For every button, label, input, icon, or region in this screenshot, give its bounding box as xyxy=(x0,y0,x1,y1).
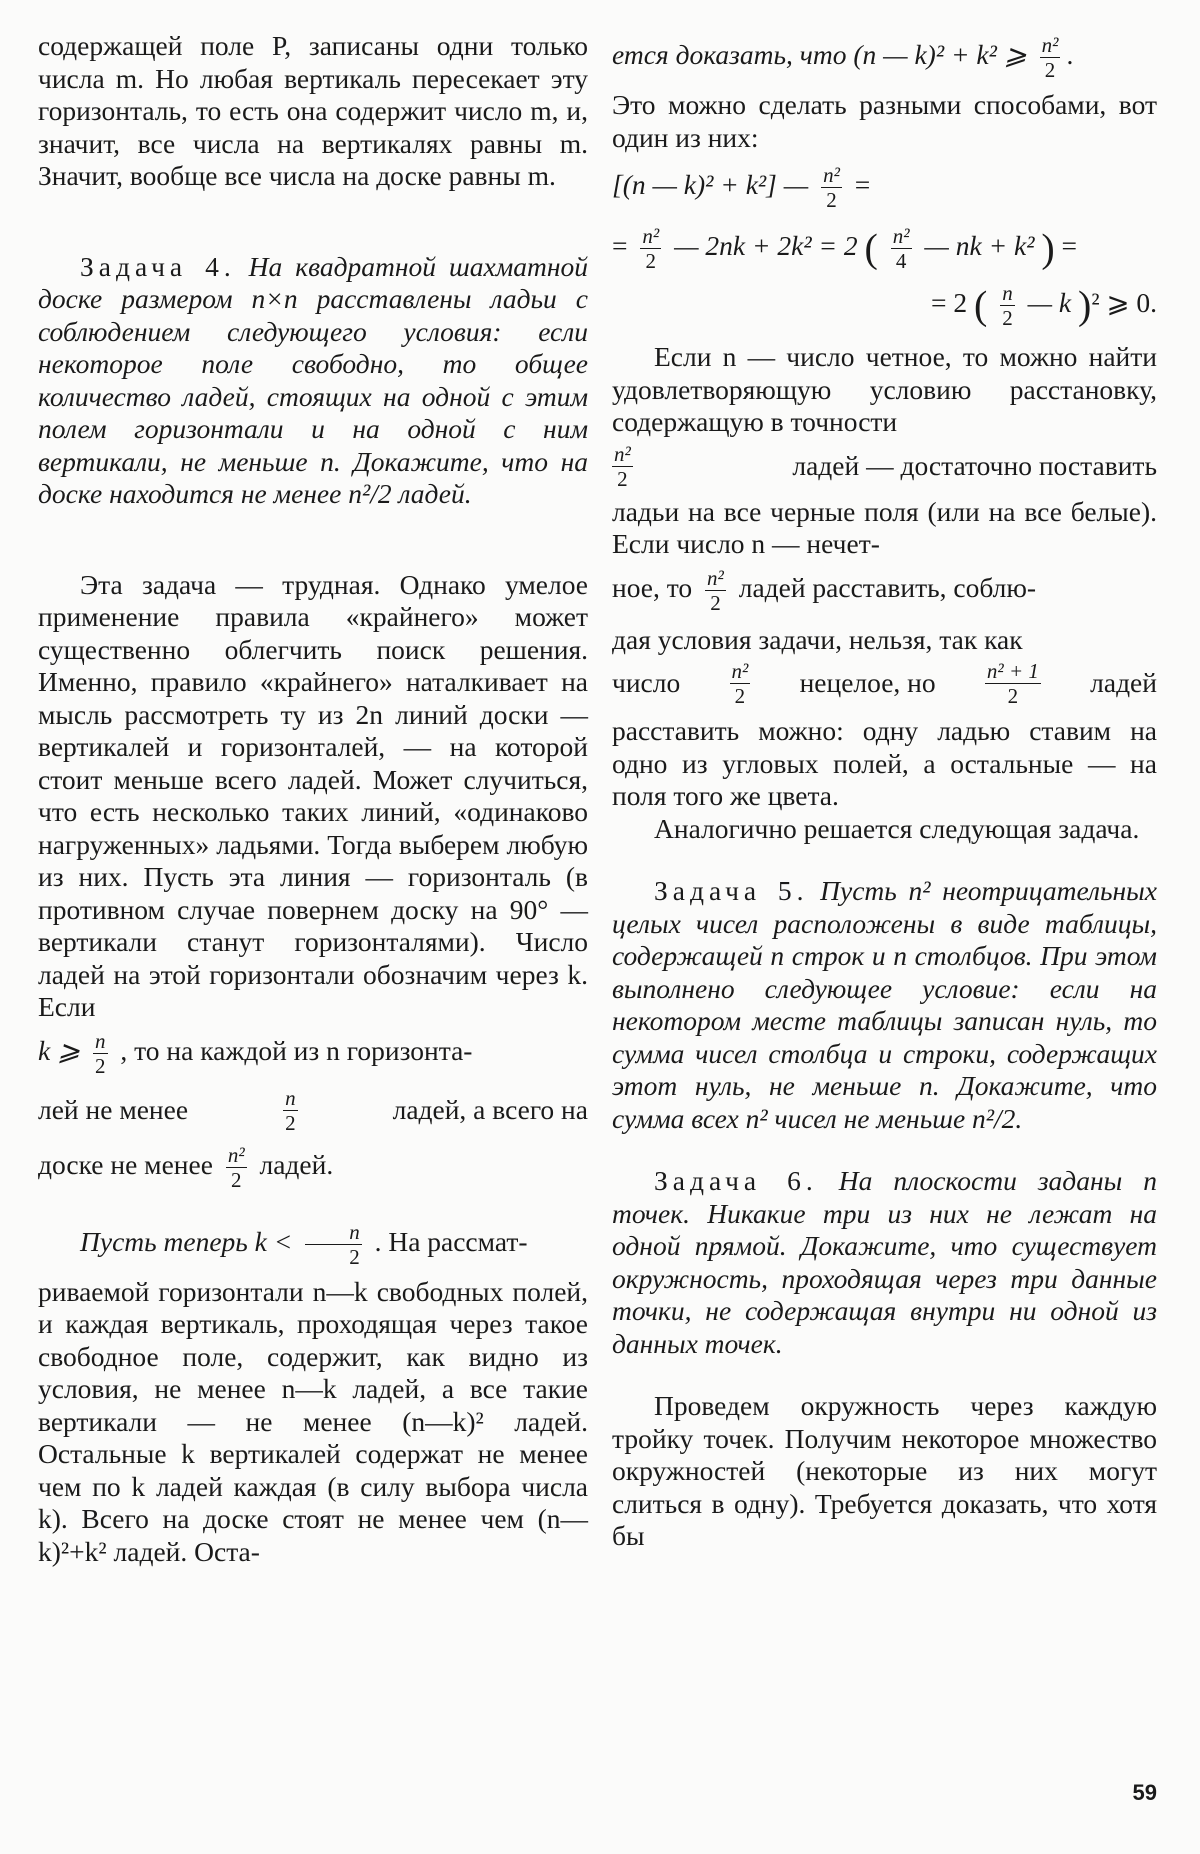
odd-case-line-3: число $\frac{\text{n²}}{2}$ нецелое, но $\frac{\text{n² + 1}}{2}$ ладей xyxy=(612,659,1157,708)
continuation-line: ется доказать, что (n — k)² + k² ⩾ $\frac{\text{n²}}{2}$ . xyxy=(612,33,1074,82)
equation-3: = 2 ( $\frac{n}{2}$ — k )² ⩾ 0. xyxy=(930,281,1157,330)
left-column xyxy=(38,30,588,1568)
close-paren: ) xyxy=(1078,282,1092,328)
condition-line-1: k ⩾ $\frac{n}{2}$ , то на каждой из n горизонта- xyxy=(38,1028,473,1078)
odd-case-cont: расставить можно: одну ладью ставим на одно из угловых полей, а остальные — на поля того же цвета. xyxy=(612,715,1157,811)
solution-paragraph-1: Эта задача — трудная. Однако умелое применение правила «крайнего» может существенно облегчить поиск решения. Именно, правило «крайнего» наталкивает на мысль рассмотреть ту из 2n линий доски — вертикалей и горизонталей, — на которой стоит меньше всего ладей. Может случиться, что есть несколько таких линий, «одинаково нагруженных» ладьями. Тогда выберем любую из них. Пусть эта линия — горизонталь (в противном случае повернем доску на 90° — вертикали станут горизонталями). Число ладей на этой горизонтали обозначим через k. Если xyxy=(38,568,588,1022)
task-6-text: На плоскости заданы n точек. Никакие три из них не лежат на одной прямой. Докажите, что существует окружность, проходящая через три данные точки, не содержащая внутри ни одной из данных точек. xyxy=(612,1165,1157,1359)
odd-case-line-1: ное, то $\frac{\text{n²}}{2}$ ладей расставить, соблю- xyxy=(612,565,1037,615)
fraction-n2-over-4: $\frac{\text{n²}}{4}$ xyxy=(892,224,910,273)
even-case-line: $\frac{\text{n²}}{2}$ ладей — достаточно поставить xyxy=(614,441,1157,491)
fraction-n-over-2: $\frac{n}{2}$ xyxy=(305,1221,362,1268)
fraction-n2-over-2: $\frac{\text{n²}}{2}$ xyxy=(1041,33,1059,82)
fraction-n2-over-2: $\frac{\text{n²}}{2}$ xyxy=(614,441,631,491)
condition-line-3: доске не менее $\frac{\text{n²}}{2}$ ладей. xyxy=(38,1142,334,1192)
even-case-cont: ладьи на все черные поля (или на все белые). Если число n — нечет- xyxy=(612,495,1157,559)
fraction-n-over-2: $\frac{n}{2}$ xyxy=(95,1028,106,1078)
condition-line-2: лей не менее $\frac{n}{2}$ ладей, а всего на xyxy=(38,1085,588,1135)
fraction-n2-over-2: $\frac{\text{n²}}{2}$ xyxy=(823,163,840,212)
task-4-label: Задача 4. xyxy=(80,250,236,282)
task-4 xyxy=(38,251,588,511)
open-paren: ( xyxy=(864,225,878,271)
condition-line-4: Пусть теперь k < $\frac{n}{2}$ . На рассмат- xyxy=(80,1219,528,1269)
task-6 xyxy=(612,1165,1157,1360)
right-column xyxy=(612,30,1157,1553)
fraction-n2-over-2: $\frac{\text{n²}}{2}$ xyxy=(707,565,724,615)
method-intro: Это можно сделать разными способами, вот один из них: xyxy=(612,89,1157,153)
fraction-n2-over-2: $\frac{\text{n²}}{2}$ xyxy=(731,659,749,708)
task-5-label: Задача 5. xyxy=(654,875,809,906)
analog-sentence: Аналогично решается следующая задача. xyxy=(654,812,1140,844)
solution-paragraph-2: риваемой горизонтали n—k свободных полей, и каждая вертикаль, проходящая через такое свободное поле, содержит, как видно из условия, не менее n—k ладей, а все такие вертикали — не менее (n—k)² ладей. Остальные k вертикалей содержат не менее чем по k ладей каждая (в силу выбора числа k). Всего на доске стоят не менее чем (n—k)²+k² ладей. Оста- xyxy=(38,1275,588,1567)
equation-1: [(n — k)² + k²] — $\frac{\text{n²}}{2}$ = xyxy=(612,163,871,212)
page-number: 59 xyxy=(1132,1780,1157,1805)
close-paren: ) xyxy=(1041,225,1055,271)
fraction-n2-over-2: $\frac{\text{n²}}{2}$ xyxy=(642,224,660,273)
task-6-label: Задача 6. xyxy=(654,1165,818,1196)
final-paragraph: Проведем окружность через каждую тройку точек. Получим некоторое множество окружностей (некоторые из них могут слиться в одну). Требуется доказать, что хотя бы xyxy=(612,1390,1157,1551)
task-5 xyxy=(612,875,1157,1135)
task-4-text: На квадратной шахматной доске размером n×n расставлены ладьи с соблюдением следующего условия: если некоторое поле свободно, то общее количество ладей, стоящих на одной с этим полем горизонтали и на одной с ним вертикали, не меньше n. Докажите, что на доске находится не менее n²/2 ладей. xyxy=(38,250,588,509)
fraction-n2-over-2: $\frac{\text{n²}}{2}$ xyxy=(227,1142,245,1192)
fraction-n-over-2: $\frac{n}{2}$ xyxy=(285,1085,296,1135)
equation-2: = $\frac{\text{n²}}{2}$ — 2nk + 2k² = 2 ( $\frac{\text{n²}}{4}$ — nk + k² ) = xyxy=(612,224,1078,273)
even-case: Если n — число четное, то можно найти удовлетворяющую условию расстановку, содержащую в точности xyxy=(612,341,1157,437)
intro-paragraph: содержащей поле P, записаны одни только числа m. Но любая вертикаль пересекает эту горизонталь, то есть она содержит число m, и, значит, все числа на вертикалях равны m. Значит, вообще все числа на доске равны m. xyxy=(38,30,588,191)
fraction-n2p1-over-2: $\frac{\text{n² + 1}}{2}$ xyxy=(986,659,1039,708)
task-5-text: Пусть n² неотрицательных целых чисел расположены в виде таблицы, содержащей n строк и n столбцов. При этом выполнено следующее условие: если на некотором месте таблицы записан нуль, то сумма чисел столбца и строки, содержащих этот нуль, не меньше n. Докажите, что сумма всех n² чисел не меньше n²/2. xyxy=(612,875,1157,1134)
odd-case-line-2: дая условия задачи, нельзя, так как xyxy=(612,623,1023,655)
fraction-n-over-2: $\frac{n}{2}$ xyxy=(1002,281,1013,330)
open-paren: ( xyxy=(974,282,988,328)
